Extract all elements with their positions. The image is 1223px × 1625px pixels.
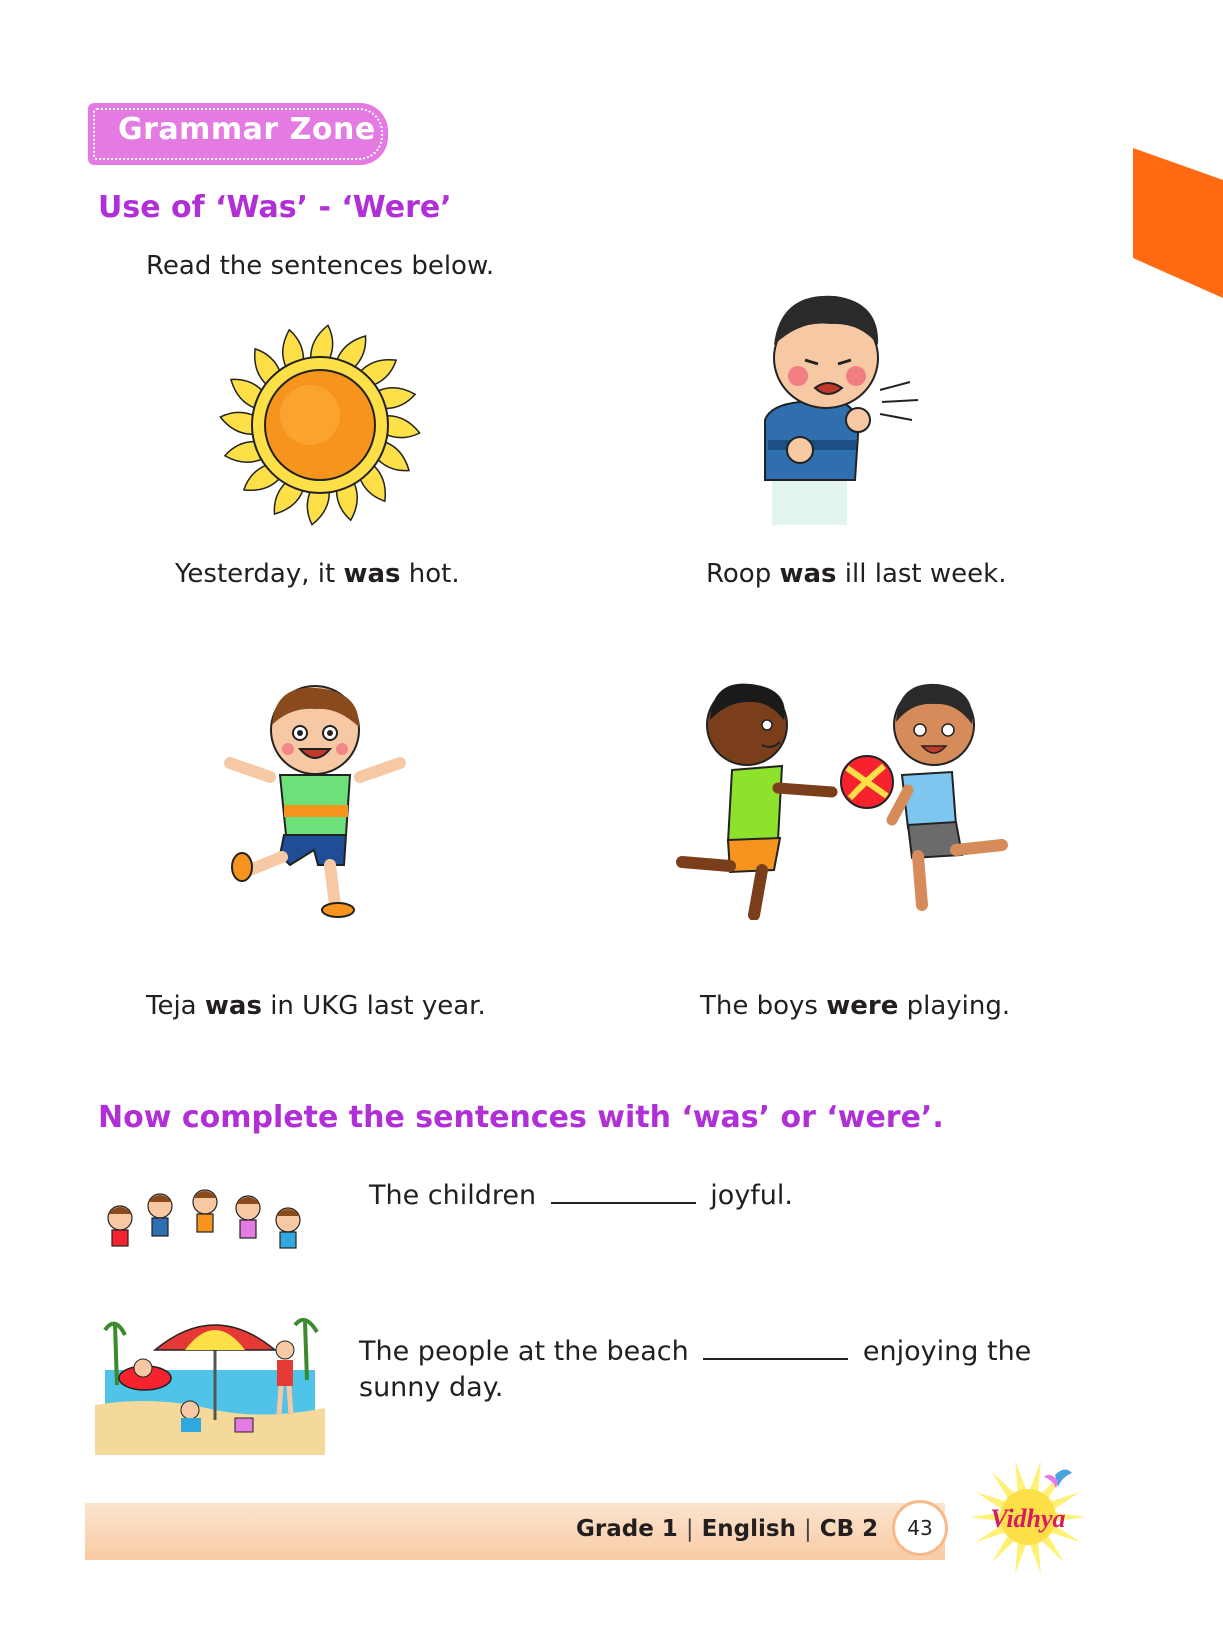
sun-ray: [220, 412, 254, 434]
instruction-text: Read the sentences below.: [146, 251, 495, 281]
svg-text:Vidhya: Vidhya: [990, 1504, 1066, 1533]
exercise-item-1: The children joyful.: [369, 1180, 794, 1211]
section-title: Use of ‘Was’ - ‘Were’: [98, 190, 452, 225]
orange-side-tab: [1133, 148, 1223, 298]
sun-illustration: [215, 320, 425, 530]
example-sentence-4: The boys were playing.: [700, 991, 1011, 1021]
boys-playing-ball-illustration: [672, 680, 1012, 920]
sick-boy-illustration: [760, 290, 940, 525]
page-number: 43: [892, 1500, 948, 1556]
sun-ray: [307, 490, 329, 524]
beach-illustration: [95, 1310, 325, 1455]
children-jumping-illustration: [100, 1186, 310, 1266]
vidhya-logo: [950, 1455, 1105, 1575]
example-sentence-2: Roop was ill last week.: [706, 559, 1007, 589]
exercise-title: Now complete the sentences with ‘was’ or ‘were’.: [98, 1100, 944, 1135]
answer-blank-2[interactable]: [703, 1334, 848, 1360]
sun-ray: [385, 416, 419, 438]
footer-label: Grade 1 | English | CB 2: [576, 1516, 879, 1542]
sun-ray: [311, 325, 333, 359]
answer-blank-1[interactable]: [551, 1178, 696, 1204]
example-sentence-1: Yesterday, it was hot.: [175, 559, 460, 589]
example-sentence-3: Teja was in UKG last year.: [146, 991, 486, 1021]
happy-boy-illustration: [220, 685, 410, 920]
grammar-zone-label: Grammar Zone: [118, 112, 376, 147]
exercise-item-2: The people at the beach enjoying the sunny day.: [359, 1336, 1032, 1403]
